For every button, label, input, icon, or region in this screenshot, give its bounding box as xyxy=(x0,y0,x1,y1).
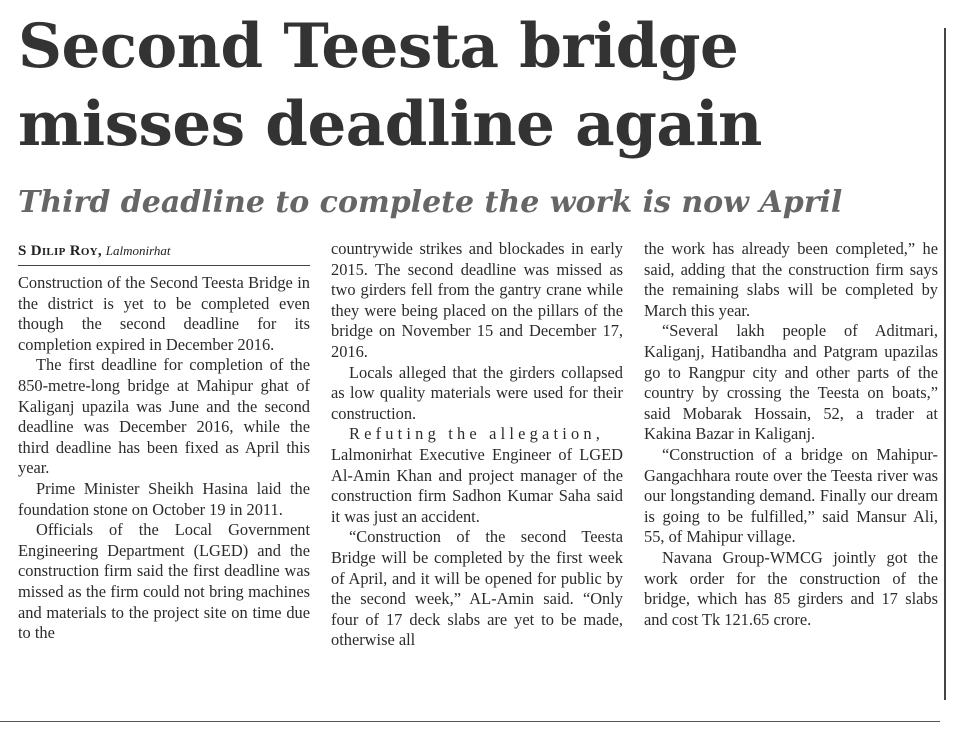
subheadline: Third deadline to complete the work is now April xyxy=(18,185,843,220)
paragraph: the work has already been completed,” he said, adding that the construction firm says the remaining slabs will be completed by March this year. xyxy=(644,239,938,320)
paragraph: “Several lakh people of Aditmari, Kaliganj, Hatibandha and Patgram upazilas go to Rangpur city and other parts of the country by crossing the Teesta on boats,” said Mobarak Hossain, 52, a trader at Kakina Bazar in Kaliganj. xyxy=(644,321,938,444)
column-rule-right xyxy=(944,28,946,700)
headline: Second Teesta bridge misses deadline again xyxy=(18,11,762,160)
paragraph: The first deadline for completion of the 850-metre-long bridge at Mahipur ghat of Kaliganj upazila was June and the second deadline was December 2016, while the third deadline has been fixed as April this year. xyxy=(18,355,310,478)
paragraph: Officials of the Local Government Engineering Department (LGED) and the construction firm said the first deadline was missed as the firm could not bring machines and materials to the project site on time due to the xyxy=(18,520,310,643)
paragraph: Locals alleged that the girders collapsed as low quality materials were used for their construction. xyxy=(331,362,623,423)
paragraph: “Construction of a bridge on Mahipur-Gangachhara route over the Teesta river was our longstanding demand. Finally our dream is going to be fulfilled,” said Mansur Ali, 55, of Mahipur village. xyxy=(644,444,938,547)
bottom-rule xyxy=(0,721,940,722)
byline-location: Lalmonirhat xyxy=(105,243,171,258)
paragraph: Prime Minister Sheikh Hasina laid the foundation stone on October 19 in 2011. xyxy=(18,478,310,519)
byline xyxy=(18,242,318,260)
paragraph: countrywide strikes and blockades in early 2015. The second deadline was missed as two girders fell from the gantry crane while they were being placed on the pillars of the bridge on November 15 and December 17, 2016. xyxy=(331,239,623,361)
paragraph: Construction of the Second Teesta Bridge in the district is yet to be completed even though the second deadline for its completion expired in December 2016. xyxy=(18,273,310,354)
byline-author: S Dilip Roy, xyxy=(18,243,102,259)
paragraph: Refuting the allegation, xyxy=(349,424,605,444)
article-column-3 xyxy=(644,239,938,630)
paragraph: Navana Group-WMCG jointly got the work order for the construction of the bridge, which has 85 girders and 17 slabs and cost Tk 121.65 crore. xyxy=(644,547,938,629)
article-column-1 xyxy=(18,273,310,644)
byline-rule xyxy=(18,265,310,266)
article-column-2 xyxy=(331,239,623,651)
paragraph: “Construction of the second Teesta Bridge will be completed by the first week of April, and it will be opened for public by the second week,” AL-Amin said. “Only four of 17 deck slabs are yet to be made, otherwise all xyxy=(331,527,623,650)
paragraph: Lalmonirhat Executive Engineer of LGED Al-Amin Khan and project manager of the construction firm Sadhon Kumar Saha said it was just an accident. xyxy=(331,444,623,526)
